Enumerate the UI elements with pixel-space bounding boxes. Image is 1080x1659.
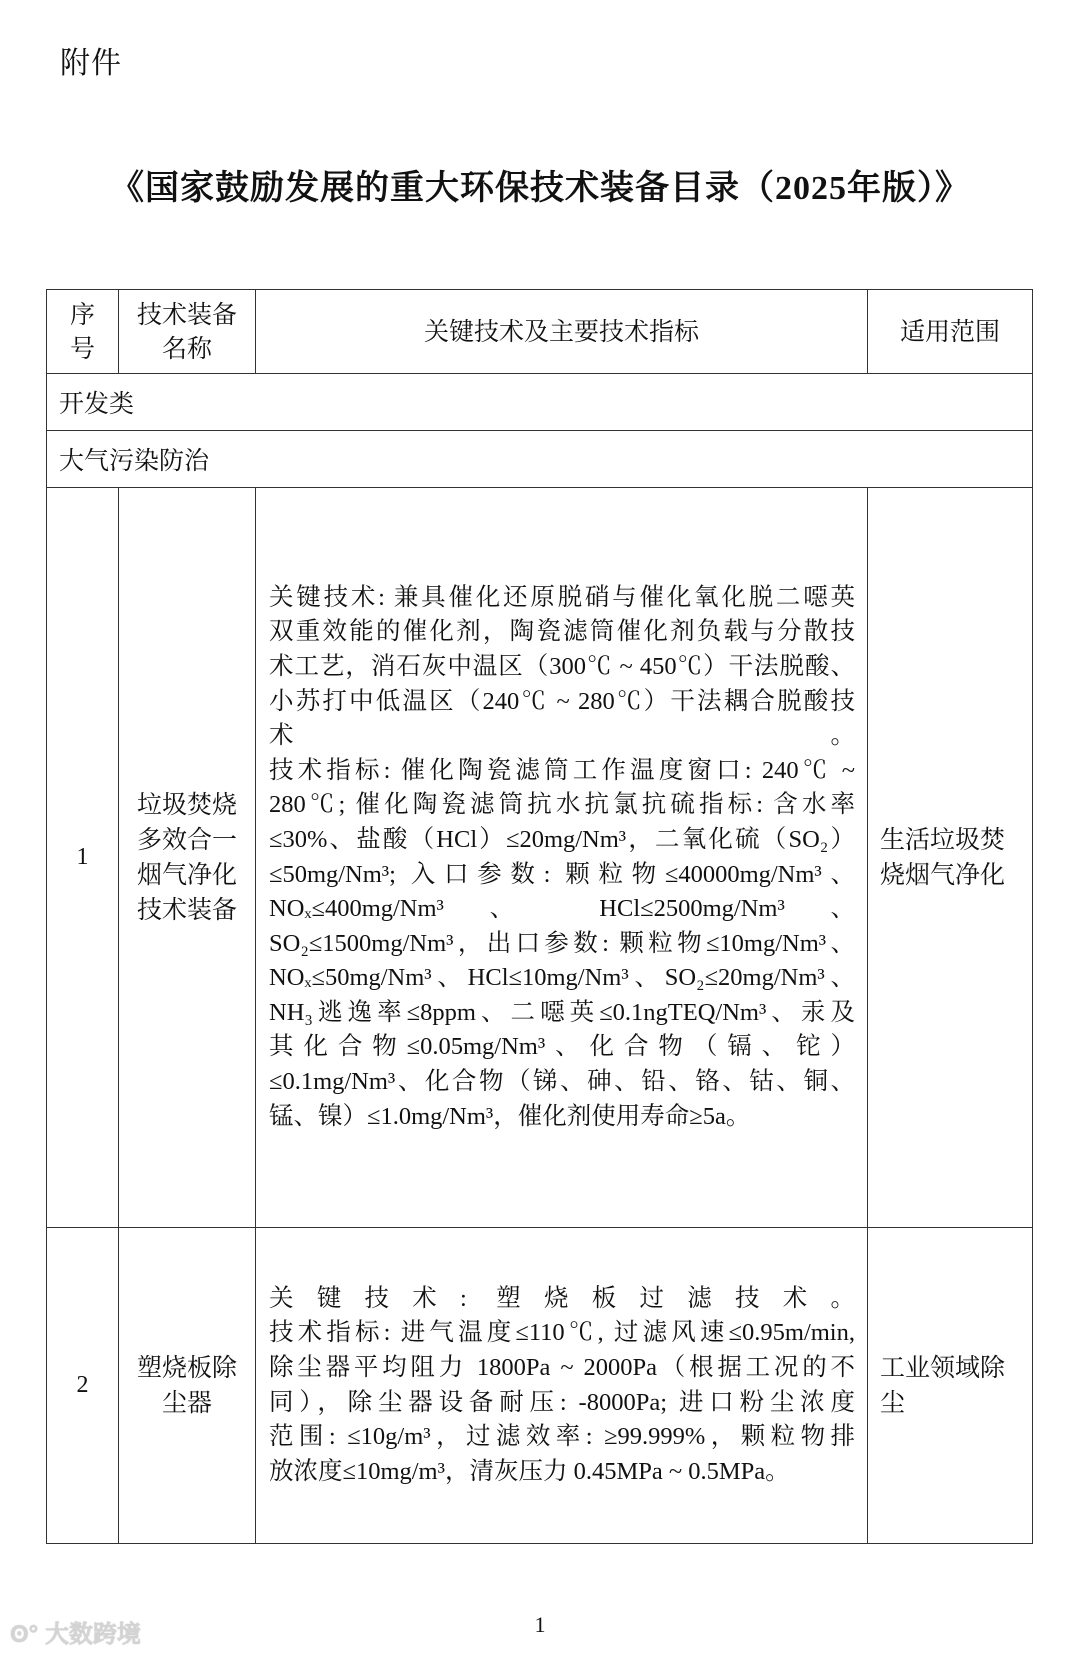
name-line: 尘器 (161, 1389, 212, 1417)
scope-line: 工业领域除 (880, 1354, 1006, 1382)
spec-line: 除尘器平均阻力 1800Pa ~ 2000Pa（根据工况的不 (269, 1353, 855, 1381)
attachment-label: 附件 (60, 47, 122, 80)
subcategory-row (47, 431, 1033, 488)
spec-line: 其化合物≤0.05mg/Nm³、化合物（镉、铊） (269, 1033, 855, 1061)
subcategory-label: 大气污染防治 (47, 431, 1033, 488)
name-line: 技术装备 (136, 896, 237, 924)
spec-line: NOₓ≤400mg/Nm³ 、 HCl≤2500mg/Nm³ 、 (269, 895, 855, 923)
category-label: 开发类 (47, 374, 1033, 431)
row-spec (256, 488, 868, 1228)
document-title: 《国家鼓励发展的重大环保技术装备目录（2025年版）》 (110, 170, 970, 207)
spec-line: 技术指标: 进气温度≤110℃, 过滤风速≤0.95m/min, (269, 1319, 855, 1347)
header-spec: 关键技术及主要技术指标 (256, 290, 868, 374)
scope-line: 生活垃圾焚 (880, 826, 1006, 854)
row-name (119, 488, 256, 1228)
spec-line: 锰、镍）≤1.0mg/Nm³，催化剂使用寿命≥5a。 (269, 1102, 751, 1130)
category-row (47, 374, 1033, 431)
spec-line: ≤0.1mg/Nm³、化合物（锑、砷、铅、铬、钴、铜、 (269, 1068, 855, 1096)
spec-line: 术工艺，消石灰中温区（300℃ ~ 450℃）干法脱酸、 (269, 652, 855, 680)
spec-line: 双重效能的催化剂，陶瓷滤筒催化剂负载与分散技 (269, 618, 855, 646)
spec-line: 小苏打中低温区（240℃ ~ 280℃）干法耦合脱酸技 (269, 687, 855, 715)
spec-line: 放浓度≤10mg/m³，清灰压力 0.45MPa ~ 0.5MPa。 (269, 1457, 790, 1485)
header-seq-line: 号 (69, 334, 95, 363)
scope-line: 尘 (880, 1389, 906, 1417)
name-line: 塑烧板除 (136, 1354, 237, 1382)
spec-line: 同），除尘器设备耐压: -8000Pa; 进口粉尘浓度 (269, 1388, 855, 1416)
header-seq-line: 序 (69, 300, 95, 329)
spec-line: NH₃逃逸率≤8ppm、二噁英≤0.1ngTEQ/Nm³、汞及 (269, 998, 855, 1026)
name-line: 垃圾焚烧 (136, 791, 237, 819)
spec-line: 范围: ≤10g/m³，过滤效率: ≥99.999%，颗粒物排 (269, 1423, 855, 1451)
spec-line: NOₓ≤50mg/Nm³、HCl≤10mg/Nm³、SO₂≤20mg/Nm³、 (269, 964, 855, 992)
scope-line: 烧烟气净化 (880, 861, 1006, 889)
header-name-line: 技术装备 (136, 300, 237, 329)
row-spec (256, 1228, 868, 1544)
table-row (47, 1228, 1033, 1544)
watermark-logo: ʘ° 大数跨境 (10, 1621, 141, 1648)
table-row (47, 488, 1033, 1228)
header-name-line: 名称 (161, 334, 212, 363)
watermark-text: 大数跨境 (44, 1621, 141, 1648)
page-number: 1 (534, 1612, 546, 1637)
spec-line: 关键技术: 塑烧板过滤技术。 (269, 1284, 855, 1312)
header-name (119, 290, 256, 374)
name-line: 烟气净化 (136, 861, 237, 889)
name-line: 多效合一 (136, 826, 237, 854)
table-header-row (47, 290, 1033, 374)
row-name (119, 1228, 256, 1544)
header-scope: 适用范围 (868, 290, 1033, 374)
header-seq (47, 290, 119, 374)
spec-line: 280℃; 催化陶瓷滤筒抗水抗氯抗硫指标: 含水率 (269, 791, 855, 819)
spec-line: 关键技术: 兼具催化还原脱硝与催化氧化脱二噁英 (269, 583, 855, 611)
spec-line: 术。 (269, 722, 855, 750)
row-seq: 1 (47, 488, 119, 1228)
spec-line: SO₂≤1500mg/Nm³，出口参数: 颗粒物≤10mg/Nm³、 (269, 929, 855, 957)
spec-line: ≤30%、盐酸（HCl）≤20mg/Nm³，二氧化硫（SO₂） (269, 825, 855, 853)
spec-line: 技术指标: 催化陶瓷滤筒工作温度窗口: 240℃ ~ (269, 756, 855, 784)
row-seq: 2 (47, 1228, 119, 1544)
row-scope (868, 488, 1033, 1228)
equipment-catalog-table (46, 289, 1033, 1544)
row-scope (868, 1228, 1033, 1544)
spec-line: ≤50mg/Nm³; 入口参数: 颗粒物≤40000mg/Nm³、 (269, 860, 855, 888)
